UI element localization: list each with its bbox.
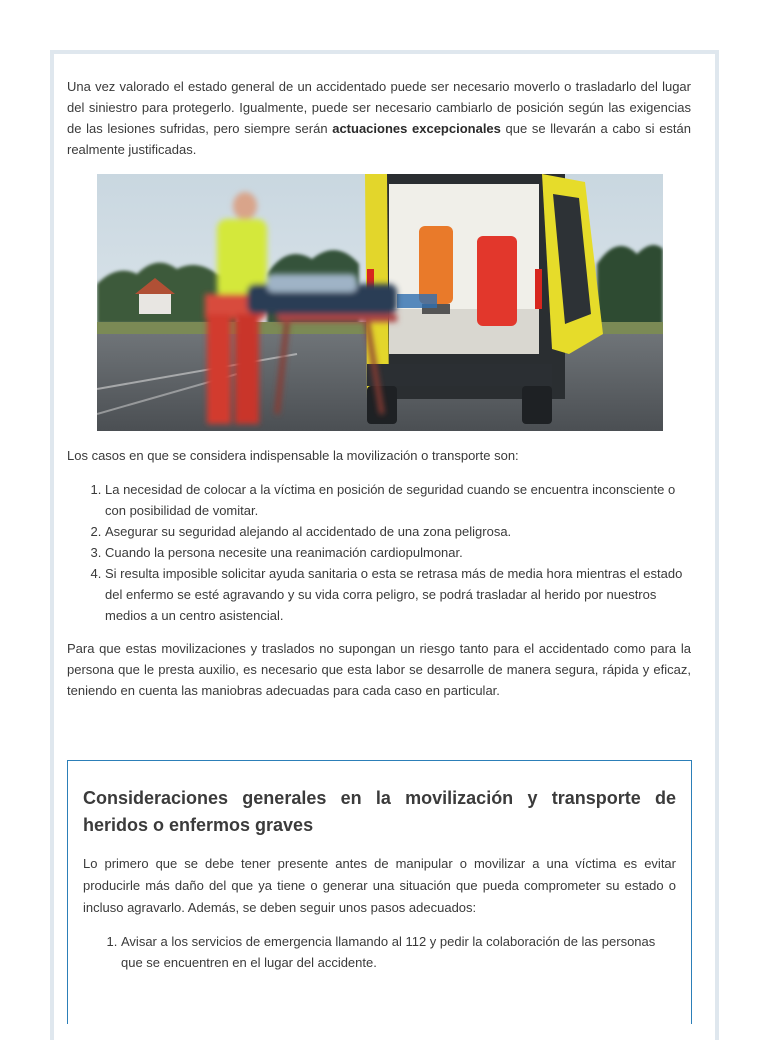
cases-list <box>67 479 691 626</box>
cases-lead: Los casos en que se considera indispensable la movilización o transporte son: <box>67 448 519 463</box>
list-item: 2. Asegurar su seguridad alejando al accidentado de una zona peligrosa. <box>105 521 691 542</box>
list-item: 1. La necesidad de colocar a la víctima en posición de seguridad cuando se encuentra inconsciente o con posibilidad de vomitar. <box>105 479 691 521</box>
list-item: 3. Cuando la persona necesite una reanimación cardiopulmonar. <box>105 542 691 563</box>
section-title: Consideraciones generales en la movilización y transporte de heridos o enfermos graves <box>83 788 676 835</box>
intro-paragraph: Una vez valorado el estado general de un accidentado puede ser necesario moverlo o trasladarlo del lugar del siniestro para protegerlo. Igualmente, puede ser necesario cambiarlo de posición según las exigencias de las lesiones sufridas, pero siempre serán actuaciones excepcionales que se llevarán a cabo si están realmente justificadas. <box>67 79 691 157</box>
closing-paragraph: Para que estas movilizaciones y traslados no supongan un riesgo tanto para el accidentado como para la persona que le presta auxilio, es necesario que esta labor se desarrolle de manera segura, rápida y eficaz, teniendo en cuenta las maniobras adecuadas para cada caso en particular. <box>67 641 691 698</box>
steps-list <box>83 931 676 973</box>
section-body: Lo primero que se debe tener presente antes de manipular o movilizar a una víctima es evitar producirle más daño del que ya tiene o generar una situación que pueda comprometer su estado o incluso agravarlo. Además, se deben seguir unos pasos adecuados: <box>83 856 676 915</box>
list-item: 1. Avisar a los servicios de emergencia llamando al 112 y pedir la colaboración de las personas que se encuentren en el lugar del accidente. <box>121 931 676 973</box>
list-item: 4. Si resulta imposible solicitar ayuda sanitaria o esta se retrasa más de media hora mientras el estado del enfermo se esté agravando y su vida corra peligro, se podrá trasladar al herido por nuestros medios a un centro asistencial. <box>105 563 691 626</box>
ambulance-photo <box>97 174 663 431</box>
section-box <box>67 760 692 1024</box>
intro-emphasis: actuaciones excepcionales <box>332 121 501 136</box>
